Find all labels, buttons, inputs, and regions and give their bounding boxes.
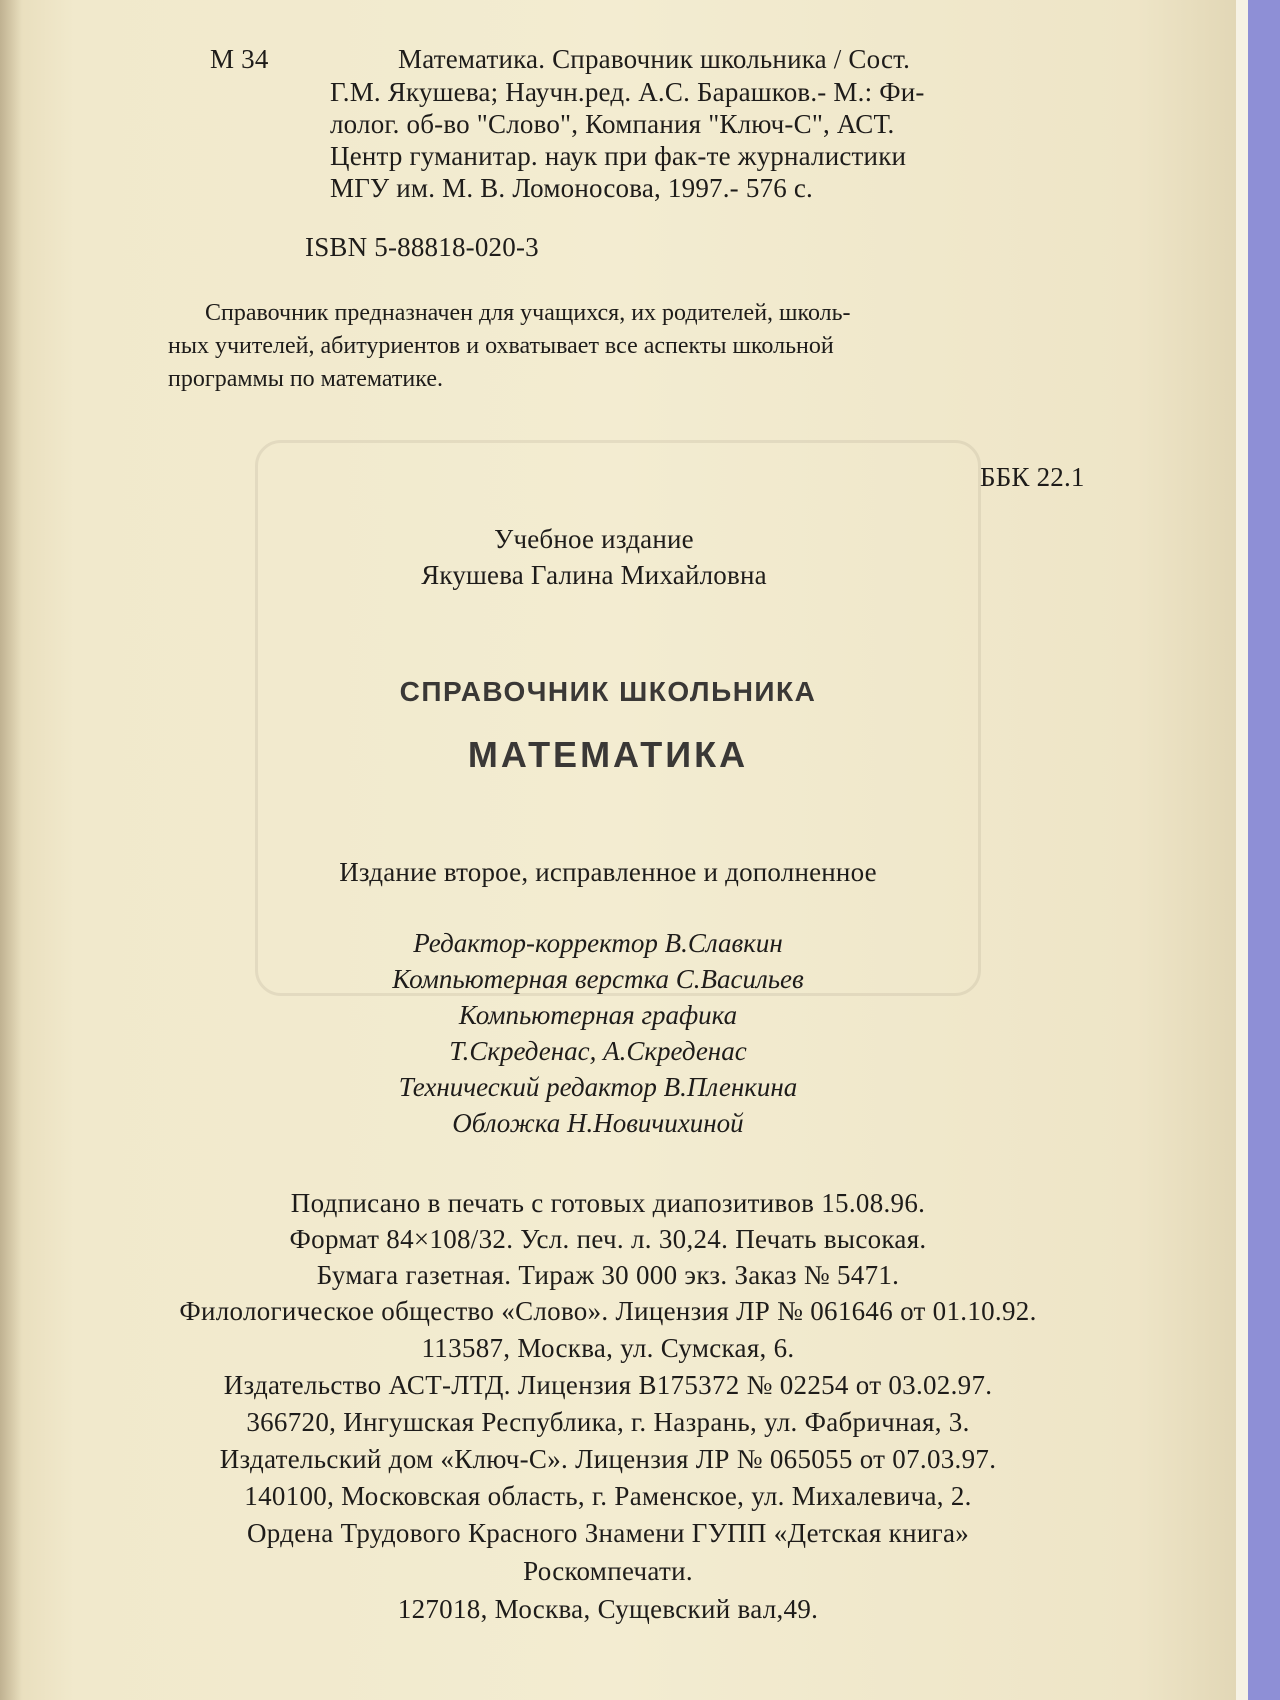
imprint-line: 140100, Московская область, г. Раменское, ул. Михалевича, 2. (244, 1481, 972, 1511)
catalog-line: Математика. Справочник школьника / Сост. (398, 44, 911, 74)
imprint-line: Филологическое общество «Слово». Лицензия ЛР № 061646 от 01.10.92. (179, 1296, 1037, 1326)
credit-line: Технический редактор В.Пленкина (398, 1072, 798, 1102)
credit-line: Редактор-корректор В.Славкин (413, 928, 783, 958)
isbn: ISBN 5-88818-020-3 (305, 232, 539, 262)
abstract-line: ных учителей, абитуриентов и охватывает все аспекты школьной (168, 333, 834, 359)
imprint-line: Издательство АСТ-ЛТД. Лицензия В175372 № 02254 от 03.02.97. (223, 1370, 993, 1400)
abstract-line: программы по математике. (168, 366, 443, 392)
credit-line: Обложка Н.Новичихиной (452, 1108, 744, 1138)
credit-line: Компьютерная графика (458, 1000, 738, 1030)
credit-line: Компьютерная верстка С.Васильев (392, 964, 804, 994)
bbk-code: ББК 22.1 (980, 462, 1085, 492)
author-name: Якушева Галина Михайловна (421, 560, 767, 590)
series-title: СПРАВОЧНИК ШКОЛЬНИКА (399, 676, 817, 707)
abstract-line: Справочник предназначен для учащихся, их родителей, школь- (205, 300, 851, 326)
credit-line: Т.Скреденас, А.Скреденас (449, 1036, 747, 1066)
catalog-index-code: М 34 (210, 44, 269, 74)
imprint-line: Издательский дом «Ключ-С». Лицензия ЛР № 065055 от 07.03.97. (219, 1444, 997, 1474)
imprint-line: 113587, Москва, ул. Сумская, 6. (421, 1333, 795, 1363)
imprint-line: Формат 84×108/32. Усл. печ. л. 30,24. Печать высокая. (289, 1224, 927, 1254)
imprint-line: Бумага газетная. Тираж 30 000 экз. Заказ № 5471. (316, 1260, 900, 1290)
imprint-line: 127018, Москва, Сущевский вал,49. (397, 1594, 819, 1624)
edition-note: Издание второе, исправленное и дополненное (339, 857, 877, 887)
imprint-line: Ордена Трудового Красного Знамени ГУПП «Детская книга» (246, 1518, 970, 1548)
catalog-line: МГУ им. М. В. Ломоносова, 1997.- 576 с. (330, 173, 814, 203)
imprint-line: Роскомпечати. (523, 1556, 693, 1586)
page-edge (1236, 0, 1248, 1700)
catalog-line: лолог. об-во "Слово", Компания "Ключ-С", АСТ. (330, 109, 895, 139)
imprint-line: Подписано в печать с готовых диапозитивов 15.08.96. (290, 1188, 926, 1218)
catalog-line: Г.М. Якушева; Научн.ред. А.С. Барашков.- М.: Фи- (330, 77, 925, 107)
catalog-line: Центр гуманитар. наук при фак-те журналистики (330, 141, 907, 171)
book-title: МАТЕМАТИКА (467, 734, 749, 775)
imprint-line: 366720, Ингушская Республика, г. Назрань, ул. Фабричная, 3. (246, 1407, 970, 1437)
edition-type: Учебное издание (494, 524, 694, 554)
